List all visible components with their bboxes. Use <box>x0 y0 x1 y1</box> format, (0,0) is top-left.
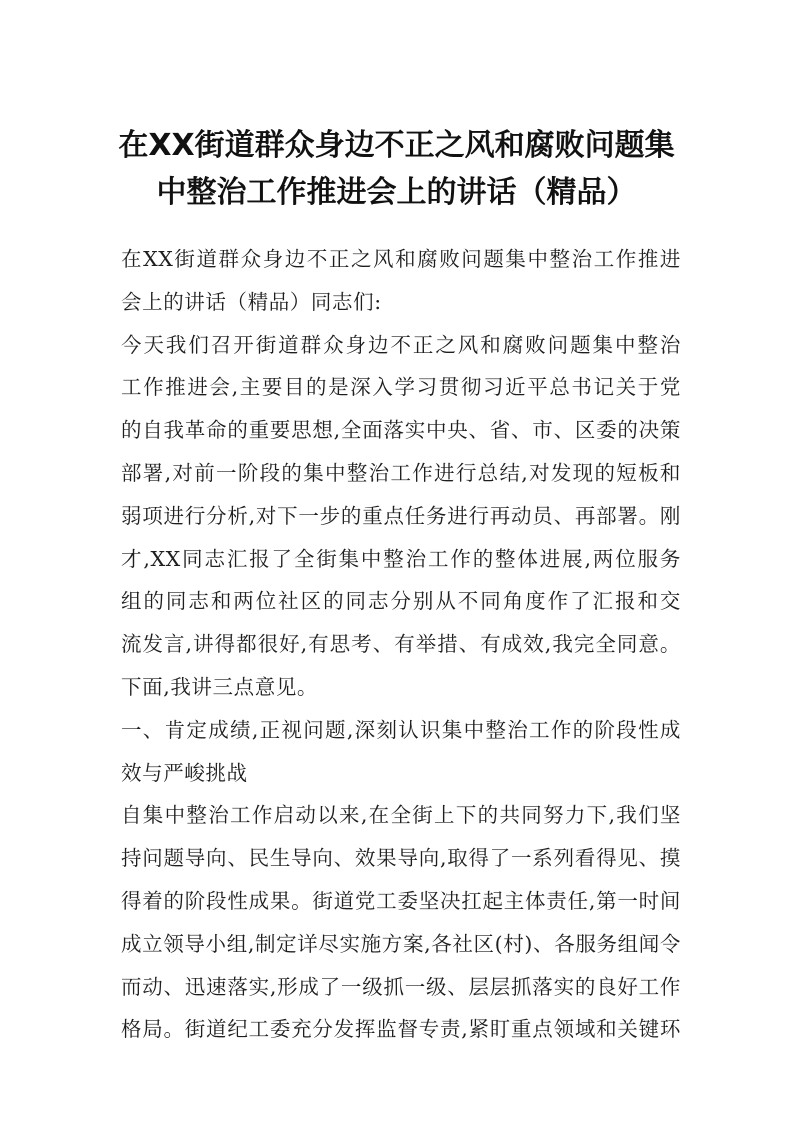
body-line: 持问题导向、民生导向、效果导向,取得了一系列看得见、摸 <box>121 846 681 871</box>
section-heading-line: 一、肯定成绩,正视问题,深刻认识集中整治工作的阶段性成 <box>121 717 681 742</box>
body-line: 得着的阶段性成果。街道党工委坚决扛起主体责任,第一时间 <box>121 888 681 913</box>
section-heading-line: 效与严峻挑战 <box>121 760 248 785</box>
body-line: 今天我们召开街道群众身边不正之风和腐败问题集中整治 <box>121 332 681 357</box>
document-body <box>121 238 681 1051</box>
body-line: 成立领导小组,制定详尽实施方案,各社区(村)、各服务组闻令 <box>121 931 681 956</box>
body-line: 在XX街道群众身边不正之风和腐败问题集中整治工作推进 <box>121 247 681 271</box>
document-title-line-1: 在XX街道群众身边不正之风和腐败问题集 <box>118 128 675 163</box>
body-line: 会上的讲话（精品）同志们: <box>121 289 382 314</box>
body-line: 的自我革命的重要思想,全面落实中央、省、市、区委的决策 <box>121 418 681 443</box>
body-line: 下面,我讲三点意见。 <box>121 674 319 699</box>
body-line: 而动、迅速落实,形成了一级抓一级、层层抓落实的良好工作 <box>121 974 681 999</box>
body-line: 工作推进会,主要目的是深入学习贯彻习近平总书记关于党 <box>121 375 681 400</box>
body-line: 弱项进行分析,对下一步的重点任务进行再动员、再部署。刚 <box>121 503 681 528</box>
body-line: 流发言,讲得都很好,有思考、有举措、有成效,我完全同意。 <box>121 632 681 657</box>
body-line: 格局。街道纪工委充分发挥监督专责,紧盯重点领域和关键环 <box>121 1017 681 1042</box>
body-line: 自集中整治工作启动以来,在全街上下的共同努力下,我们坚 <box>121 803 681 828</box>
body-line: 才,XX同志汇报了全街集中整治工作的整体进展,两位服务 <box>121 546 681 571</box>
body-line: 组的同志和两位社区的同志分别从不同角度作了汇报和交 <box>121 589 681 614</box>
body-line: 部署,对前一阶段的集中整治工作进行总结,对发现的短板和 <box>121 460 681 485</box>
document-title-line-2: 中整治工作推进会上的讲话（精品） <box>156 175 637 210</box>
